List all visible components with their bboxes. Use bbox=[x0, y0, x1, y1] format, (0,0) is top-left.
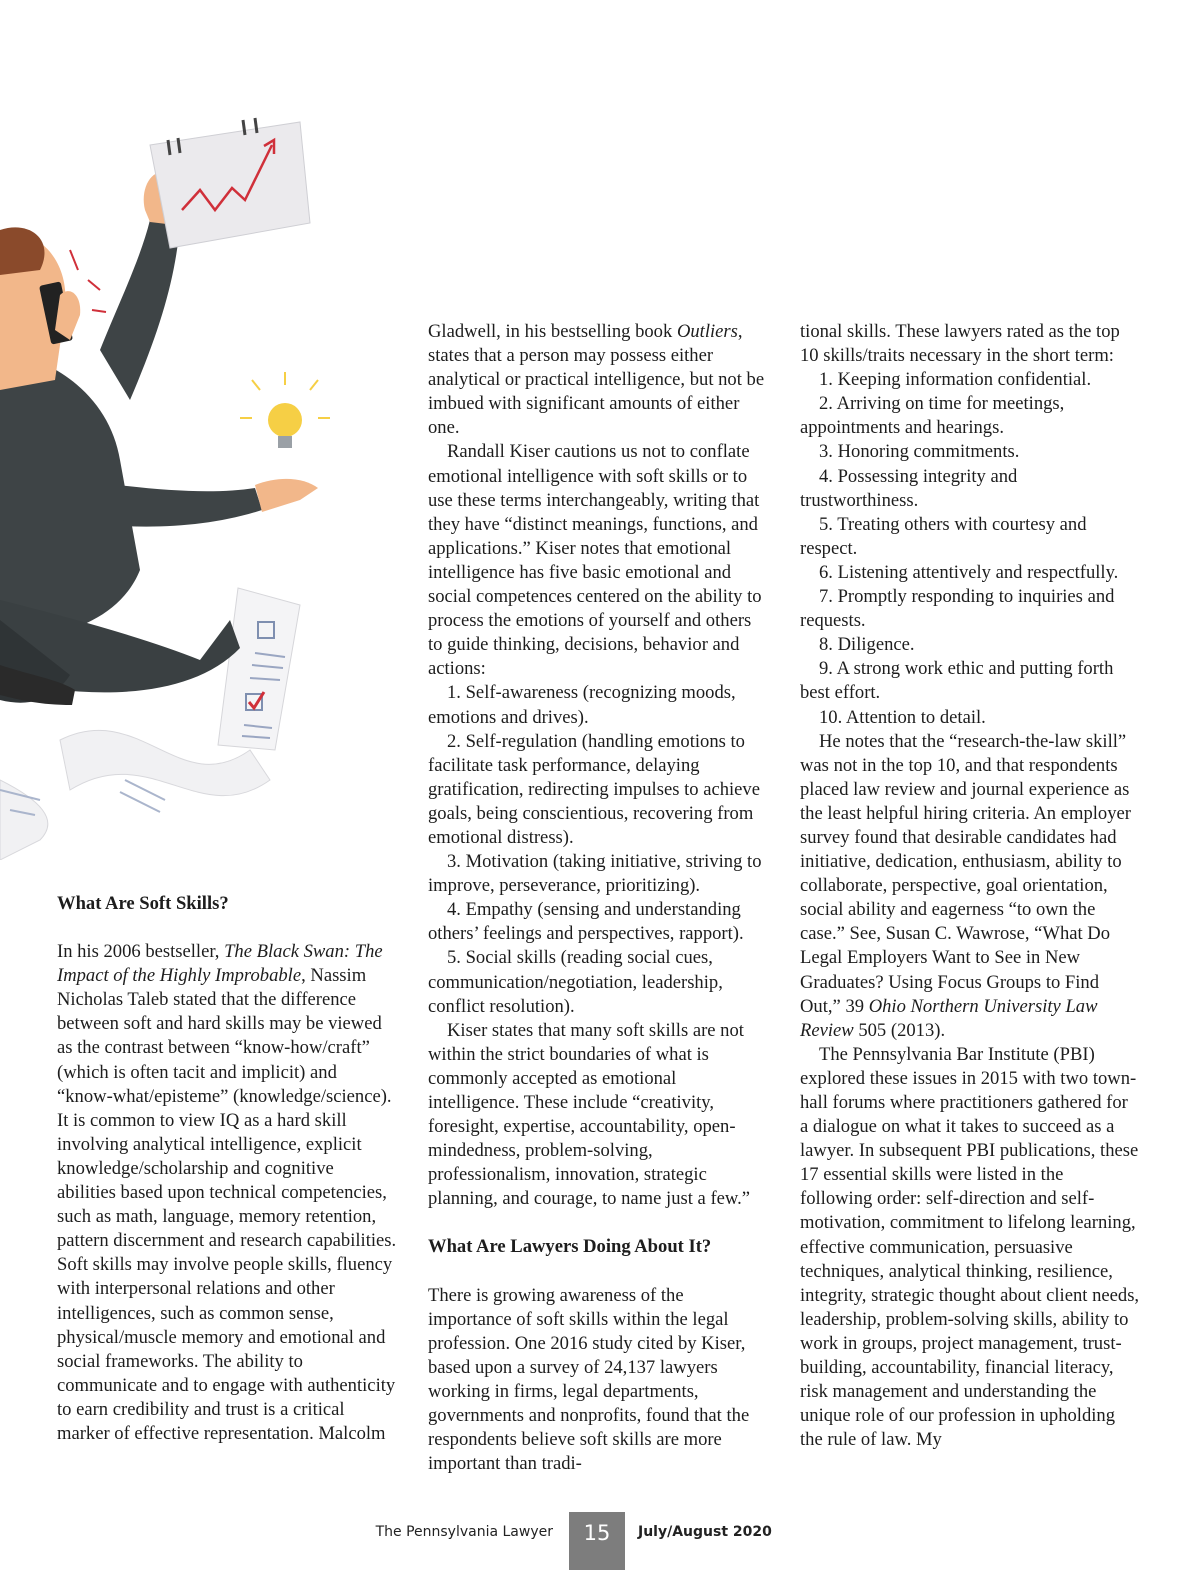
article-column-1 bbox=[57, 892, 397, 1446]
paragraph-text: In his 2006 bestseller, bbox=[57, 941, 225, 963]
paragraph-taleb bbox=[57, 940, 397, 1446]
article-column-2 bbox=[428, 320, 768, 1476]
list-item: 9. A strong work ethic and putting forth best effort. bbox=[800, 658, 1114, 704]
list-item: 3. Motivation (taking initiative, striving to improve, perseverance, prioritizing). bbox=[428, 851, 762, 897]
paragraph-traditional-skills: tional skills. These lawyers rated as the top 10 skills/traits necessary in the short term: bbox=[800, 321, 1120, 367]
issue-date: July/August 2020 bbox=[638, 1524, 772, 1540]
list-item: 2. Self-regulation (handling emotions to facilitate task performance, delaying gratification, redirecting impulses to achieve goals, being conscientious, recovering from emotional distress). bbox=[428, 730, 760, 848]
paragraph-text: 505 (2013). bbox=[853, 1019, 946, 1041]
paragraph-text: , states that a person may possess either analytical or practical intelligence, but not be imbued with significant amounts of either one. bbox=[428, 321, 765, 439]
list-item: 7. Promptly responding to inquiries and requests. bbox=[800, 586, 1115, 632]
list-item: 10. Attention to detail. bbox=[819, 706, 986, 728]
paragraph-research-skill bbox=[800, 730, 1140, 1043]
paragraph-kiser-soft-skills: Kiser states that many soft skills are not within the strict boundaries of what is commonly accepted as emotional intelligence. These include “creativity, foresight, expertise, accountability, open-mindedness, problem-solving, professionalism, innovation, strategic planning, and courage, to name just a few.” bbox=[428, 1019, 751, 1210]
paragraph-kiser: Randall Kiser cautions us not to conflate emotional intelligence with soft skills or to use these terms interchangeably, writing that they have “distinct meanings, functions, and applications.” Kiser notes that emotional intelligence has five basic emotional and social competences centered on the ability to process the emotions of yourself and others to guide thinking, decisions, behavior and actions: bbox=[428, 441, 762, 680]
paragraph-text: , Nassim Nicholas Taleb stated that the difference between soft and hard skills may be viewed as the contrast between “know-how/craft” (which is often tacit and implicit) and “know-what/episteme” (knowledge/science). It is common to view IQ as a hard skill involving analytical intelligence, explicit knowledge/scholarship and cognitive abilities based upon technical competencies, such as math, language, memory retention, pattern discernment and research capabilities. Soft skills may involve people skills, fluency with interpersonal relations and other intelligences, such as common sense, physical/muscle memory and emotional and social frameworks. The ability to communicate and to engage with authenticity to earn credibility and trust is a critical marker of effective representation. Malcolm bbox=[57, 965, 397, 1444]
list-item: 2. Arriving on time for meetings, appointments and hearings. bbox=[800, 393, 1065, 439]
list-item: 4. Empathy (sensing and understanding others’ feelings and perspectives, rapport). bbox=[428, 899, 744, 945]
journal-title: Ohio Northern University Law Review bbox=[800, 995, 1098, 1041]
book-title: Outliers bbox=[676, 321, 738, 342]
paragraph-awareness: There is growing awareness of the importance of soft skills within the legal profession. One 2016 study cited by Kiser, based upon a survey of 24,137 lawyers working in firms, legal departments, governments and nonprofits, found that the respondents believe soft skills are more important than tradi- bbox=[428, 1284, 750, 1475]
article-column-3 bbox=[800, 320, 1140, 1452]
list-item: 1. Self-awareness (recognizing moods, emotions and drives). bbox=[428, 682, 736, 728]
publication-name: The Pennsylvania Lawyer bbox=[375, 1524, 553, 1540]
list-item: 1. Keeping information confidential. bbox=[819, 369, 1092, 391]
list-item: 6. Listening attentively and respectfully. bbox=[819, 561, 1119, 583]
section-heading-lawyers: What Are Lawyers Doing About It? bbox=[428, 1236, 712, 1258]
page-footer bbox=[0, 1512, 1200, 1570]
list-item: 3. Honoring commitments. bbox=[819, 441, 1020, 463]
businessman-multitasking-illustration bbox=[0, 100, 400, 860]
paragraph-text: Gladwell, in his bestselling book bbox=[428, 321, 677, 342]
list-item: 5. Treating others with courtesy and respect. bbox=[800, 513, 1087, 559]
paragraph-text: He notes that the “research-the-law skill” was not in the top 10, and that respondents placed law review and journal experience as the least helpful hiring criteria. An employer survey found that desirable candidates had initiative, dedication, enthusiasm, ability to collaborate, perspective, goal orientation, social ability and eagerness “to own the case.” See, Susan C. Wawrose, “What Do Legal Employers Want to See in New Graduates? Using Focus Groups to Find Out,” 39 bbox=[800, 730, 1131, 1017]
list-item: 5. Social skills (reading social cues, communication/negotiation, leadership, conflict resolution). bbox=[428, 947, 723, 1017]
book-title: The Black Swan: The Impact of the Highly Improbable bbox=[57, 941, 383, 987]
page-number: 15 bbox=[569, 1512, 625, 1570]
paragraph-gladwell bbox=[428, 320, 768, 440]
list-item: 8. Diligence. bbox=[819, 634, 915, 656]
list-item: 4. Possessing integrity and trustworthiness. bbox=[800, 465, 1018, 511]
paragraph-pbi: The Pennsylvania Bar Institute (PBI) explored these issues in 2015 with two town-hall forums where practitioners gathered for a dialogue on what it takes to succeed as a lawyer. In subsequent PBI publications, these 17 essential skills were listed in the following order: self-direction and self-motivation, commitment to lifelong learning, effective communication, persuasive techniques, analytical thinking, resilience, integrity, strategic thought about client needs, leadership, problem-solving skills, ability to work in groups, project management, trust-building, accountability, financial literacy, risk management and understanding the unique role of our profession in upholding the rule of law. My bbox=[800, 1043, 1140, 1451]
section-heading-soft-skills: What Are Soft Skills? bbox=[57, 893, 229, 914]
